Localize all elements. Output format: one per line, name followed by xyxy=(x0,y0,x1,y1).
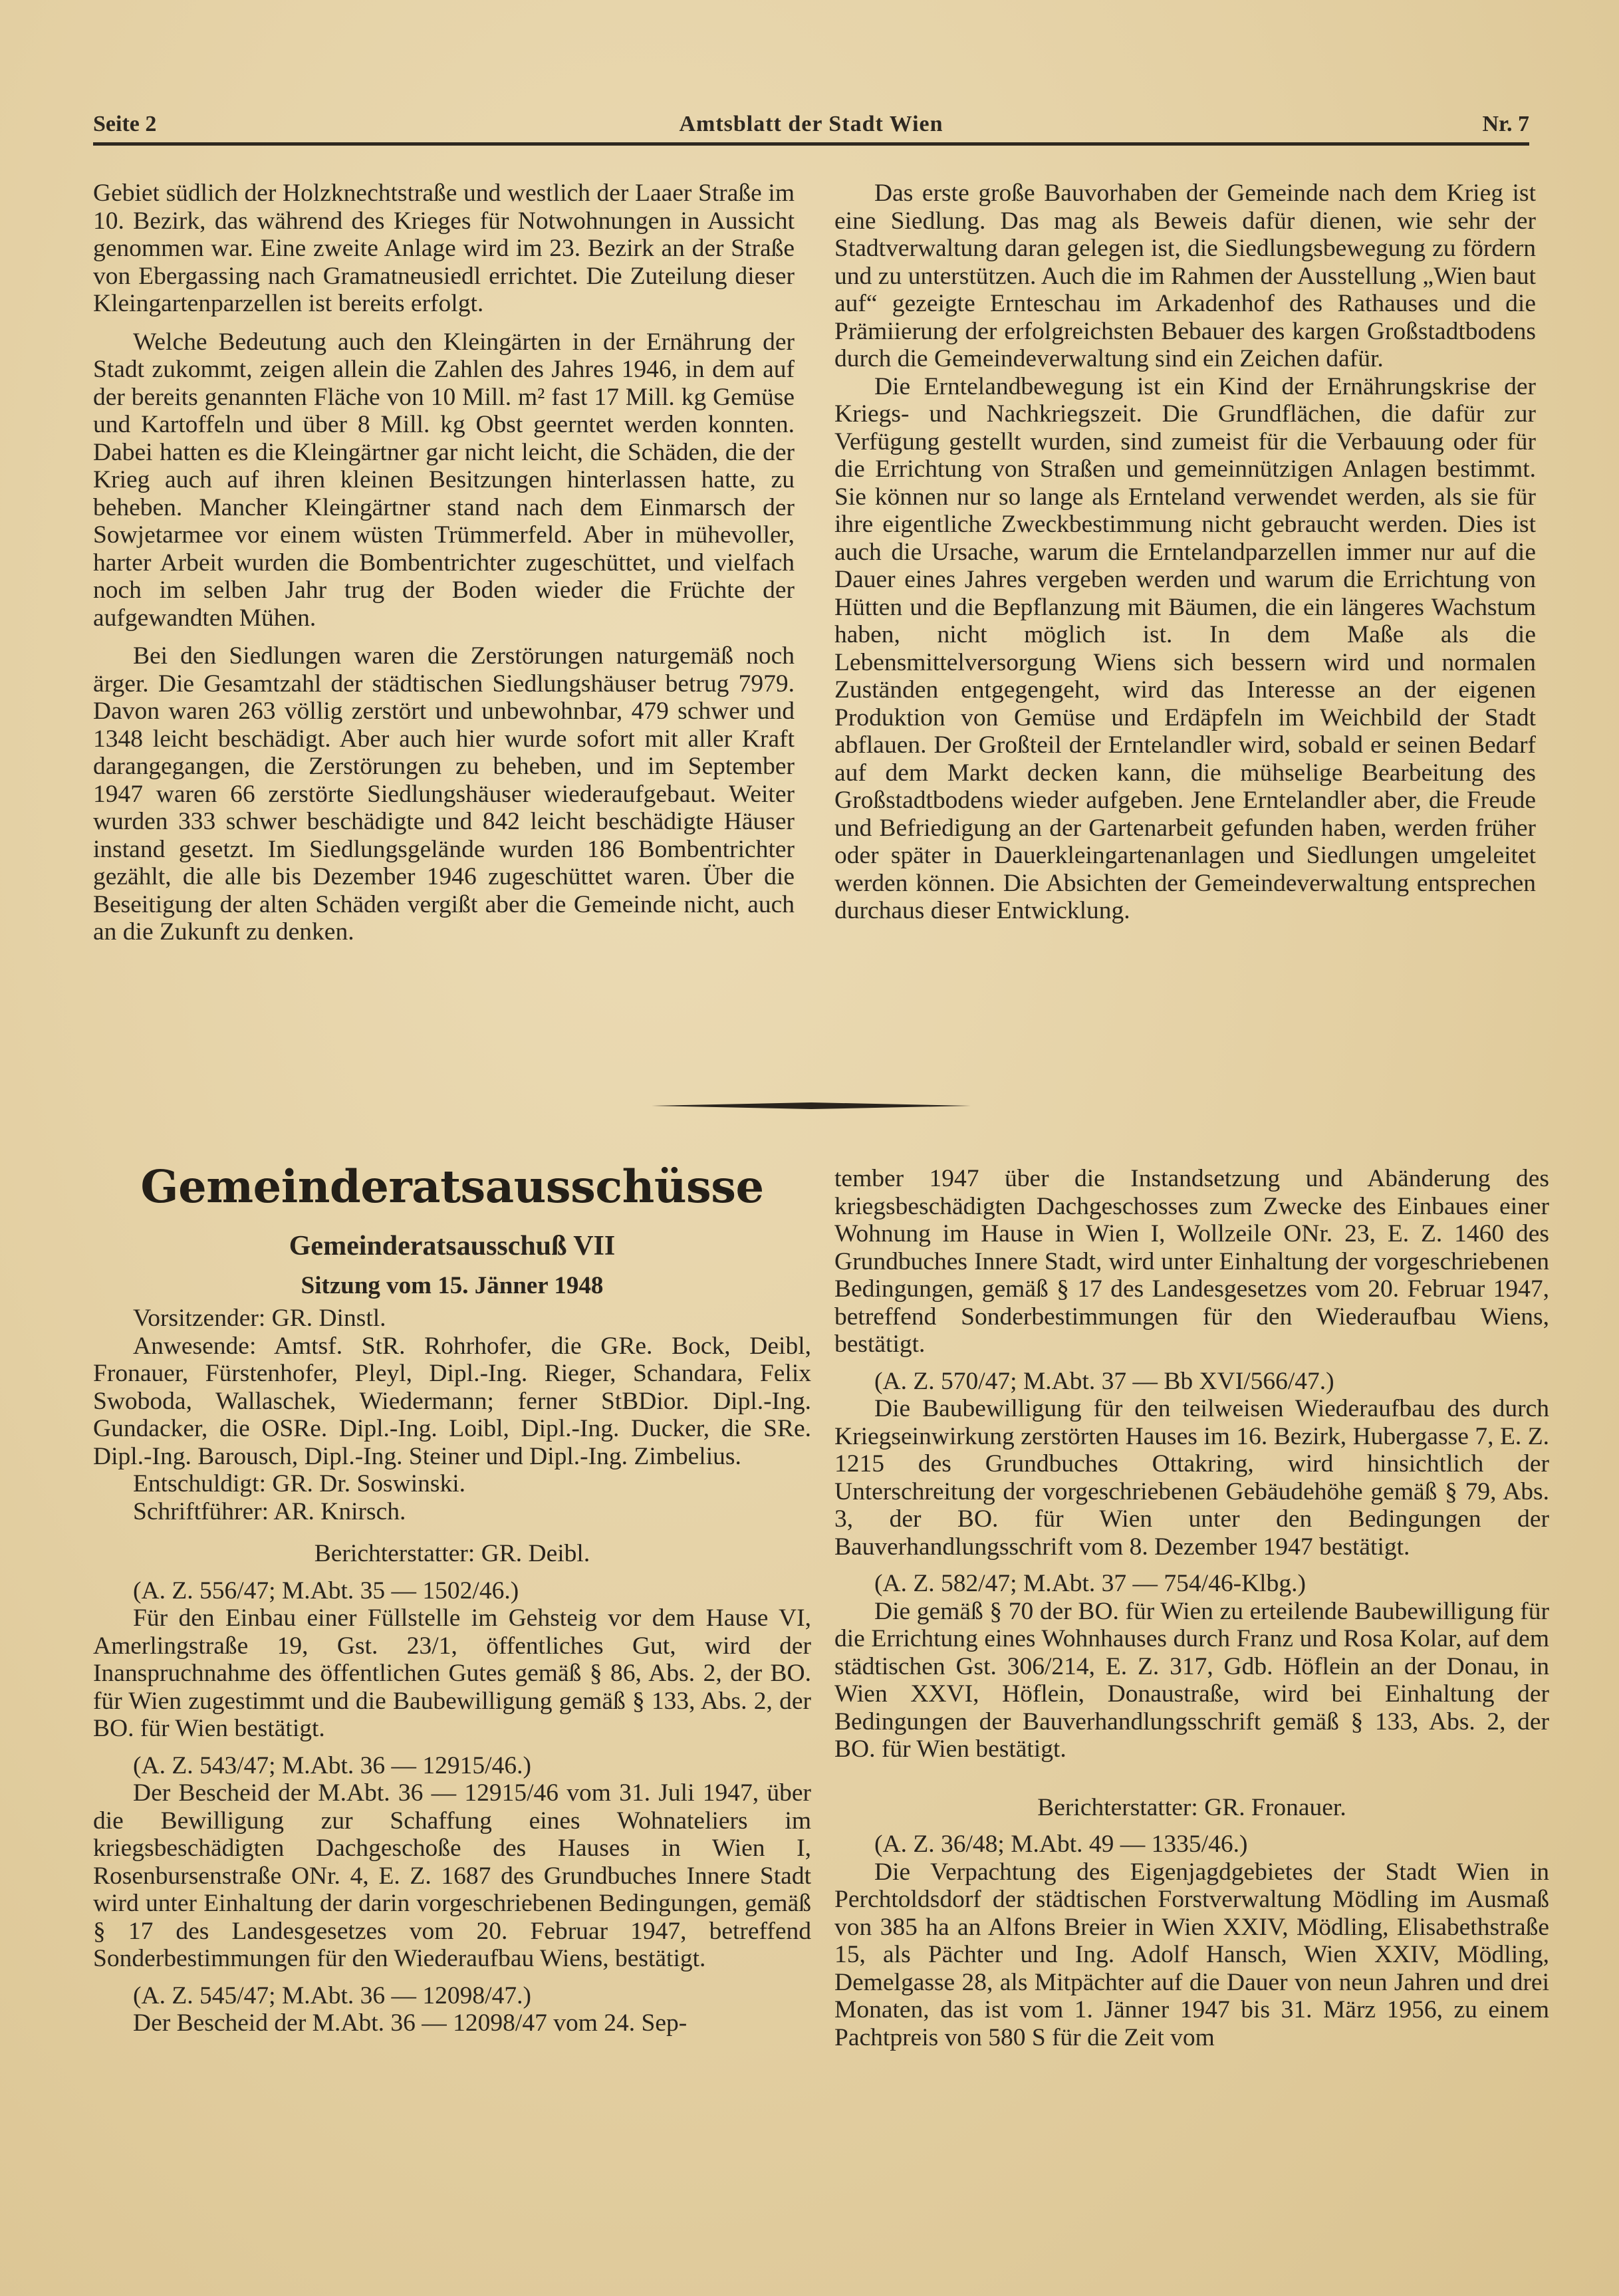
header-rule xyxy=(93,142,1529,146)
reference: (A. Z. 36/48; M.Abt. 49 — 1335/46.) xyxy=(874,1831,1248,1858)
committee-body xyxy=(93,1305,811,2037)
reference: (A. Z. 582/47; M.Abt. 37 — 754/46-Klbg.) xyxy=(874,1570,1306,1597)
resolution-text: Die gemäß § 70 der BO. für Wien zu erteilende Baubewilligung für die Errichtung eines Wohnhauses durch Franz und Rosa Kolar, auf dem städtischen Gst. 306/214, E. Z. 317, Gdb. Höflein an der Donau, in Wien XXVI, Höflein, Donaustraße, wird bei Einhaltung der Bedingungen der Bauverhandlungsschrift gemäß § 133, Abs. 2, der BO. für Wien bestätigt. xyxy=(834,1597,1549,1763)
section-divider xyxy=(652,1102,971,1110)
paragraph: Das erste große Bauvorhaben der Gemeinde nach dem Krieg ist eine Siedlung. Das mag als Beweis dafür dienen, wie sehr der Stadtverwaltung daran gelegen ist, die Siedlungsbewegung zu fördern und zu unterstützen. Auch die im Rahmen der Ausstellung „Wien baut auf“ gezeigte Ernteschau im Arkadenhof des Rathauses und die Prämiierung der erfolgreichsten Bebauer des kargen Großstadtbodens durch die Gemeindeverwaltung sind ein Zeichen dafür. xyxy=(834,180,1536,372)
article-column-right xyxy=(834,180,1536,925)
secretary: Schriftführer: AR. Knirsch. xyxy=(133,1497,406,1525)
page-number: Seite 2 xyxy=(93,112,157,136)
section-title: Gemeinderatsausschüsse xyxy=(140,1160,764,1213)
publication-title: Amtsblatt der Stadt Wien xyxy=(679,112,943,136)
paragraph: Gebiet südlich der Holzknechtstraße und westlich der Laaer Straße im 10. Bezirk, das während des Krieges für Notwohnungen in Aussicht genommen war. Eine zweite Anlage wird im 23. Bezirk an der Straße von Ebergassing nach Gramatneusiedl errichtet. Die Zuteilung dieser Kleingartenparzellen ist bereits erfolgt. xyxy=(93,180,795,317)
paragraph: Die Erntelandbewegung ist ein Kind der Ernährungskrise der Kriegs- und Nachkriegszeit. Die Grundflächen, die dafür zur Verfügung gestellt wurden, sind zumeist für die Verbauung oder für die Errichtung von Straßen und gemeinnützigen Anlagen bestimmt. Sie können nur so lange als Ernteland verwendet werden, als sie für ihre eigentliche Zweckbestimmung nicht gebraucht werden. Dies ist auch die Ursache, warum die Erntelandparzellen immer nur auf die Dauer eines Jahres vergeben werden und warum die Errichtung von Hütten und die Bepflanzung mit Bäumen, die ein längeres Wachstum haben, nicht möglich ist. In dem Maße als die Lebensmittelversorgung Wiens sich bessern wird und normalen Zuständen entgegengeht, wird das Interesse an der eigenen Produktion von Gemüse und Erdäpfeln im Weichbild der Stadt abflauen. Der Großteil der Erntelandler wird, sobald er seinen Bedarf auf dem Markt decken kann, die mühselige Bearbeitung des Großstadtbodens wieder aufgeben. Jene Erntelandler aber, die Freude und Befriedigung an der Gartenarbeit gefunden haben, werden früher oder später in Dauerkleingartenanlagen und Siedlungen umgeleitet werden können. Die Absichten der Gemeindeverwaltung entsprechen durchaus dieser Entwicklung. xyxy=(834,372,1536,924)
page-header xyxy=(93,106,1529,144)
rapporteur: Berichterstatter: GR. Fronauer. xyxy=(1037,1793,1346,1821)
committee-name: Gemeinderatsausschuß VII xyxy=(289,1231,616,1261)
attendees: Anwesende: Amtsf. StR. Rohrhofer, die GRe. Bock, Deibl, Fronauer, Fürstenhofer, Pleyl, Dipl.-Ing. Rieger, Schandara, Felix Swoboda, Wallaschek, Wiedermann; ferner StBDior. Dipl.-Ing. Gundacker, die OSRe. Dipl.-Ing. Loibl, Dipl.-Ing. Ducker, die SRe. Dipl.-Ing. Barousch, Dipl.-Ing. Steiner und Dipl.-Ing. Zimbelius. xyxy=(93,1332,811,1470)
excused: Entschuldigt: GR. Dr. Soswinski. xyxy=(133,1470,466,1497)
reference: (A. Z. 545/47; M.Abt. 36 — 12098/47.) xyxy=(133,1981,531,2009)
reference: (A. Z. 570/47; M.Abt. 37 — Bb XVI/566/47.) xyxy=(874,1367,1334,1395)
committee-section xyxy=(93,1157,811,2037)
committee-section-continued xyxy=(834,1165,1549,2051)
rapporteur: Berichterstatter: GR. Deibl. xyxy=(314,1540,590,1567)
session-date: Sitzung vom 15. Jänner 1948 xyxy=(301,1272,604,1299)
resolution-text: Der Bescheid der M.Abt. 36 — 12098/47 vom 24. Sep- xyxy=(133,2009,687,2037)
resolution-text: Der Bescheid der M.Abt. 36 — 12915/46 vom 31. Juli 1947, über die Bewilligung zur Schaffung eines Wohnateliers im kriegsbeschädigten Dachgeschoße des Hauses in Wien I, Rosenbursenstraße ONr. 4, E. Z. 1687 des Grundbuches Innere Stadt wird unter Einhaltung der darin vorgeschriebenen Bedingungen, gemäß § 17 des Landesgesetzes vom 20. Februar 1947, betreffend Sonderbestimmungen für den Wiederaufbau Wiens, bestätigt. xyxy=(93,1779,811,1972)
issue-number: Nr. 7 xyxy=(1482,112,1529,136)
chair: Vorsitzender: GR. Dinstl. xyxy=(133,1305,386,1332)
paragraph: Bei den Siedlungen waren die Zerstörungen naturgemäß noch ärger. Die Gesamtzahl der städtischen Siedlungshäuser betrug 7979. Davon waren 263 völlig zerstört und unbewohnbar, 479 schwer und 1348 leicht beschädigt. Aber auch hier wurde sofort mit aller Kraft darangegangen, die Zerstörungen zu beheben, und im September 1947 waren 66 zerstörte Siedlungshäuser wiederaufgebaut. Weiter wurden 333 schwer beschädigte und 842 leicht beschädigte Häuser instand gesetzt. Im Siedlungsgelände wurden 186 Bombentrichter gezählt, die alle bis Dezember 1946 zugeschüttet waren. Über die Beseitigung der alten Schäden vergißt aber die Gemeinde nicht, auch an die Zukunft zu denken. xyxy=(93,642,795,946)
resolution-text: Die Verpachtung des Eigenjagdgebietes der Stadt Wien in Perchtoldsdorf der städtischen Forstverwaltung Mödling im Ausmaß von 385 ha an Alfons Breier in Wien XXIV, Mödling, Elisabethstraße 15, als Pächter und Ing. Adolf Hansch, Wien XXIV, Mödling, Demelgasse 28, als Mitpächter auf die Dauer von neun Jahren und drei Monaten, das ist vom 1. Jänner 1947 bis 31. März 1956, zu einem Pachtpreis von 580 S für die Zeit vom xyxy=(834,1858,1549,2051)
paragraph: Welche Bedeutung auch den Kleingärten in der Ernährung der Stadt zukommt, zeigen allein die Zahlen des Jahres 1946, in dem auf der bereits genannten Fläche von 10 Mill. m² fast 17 Mill. kg Gemüse und Kartoffeln und über 8 Mill. kg Obst geerntet werden konnten. Dabei hatten es die Kleingärtner gar nicht leicht, die Schäden, die der Krieg auch auf ihren kleinen Besitzungen hinterlassen hatte, zu beheben. Mancher Kleingärtner stand nach dem Einmarsch der Sowjetarmee vor einem wüsten Trümmerfeld. Aber in mühevoller, harter Arbeit wurden die Bombentrichter zugeschüttet, und vielfach noch im selben Jahr trug der Boden wieder die Früchte der aufgewandten Mühen. xyxy=(93,328,795,632)
reference: (A. Z. 556/47; M.Abt. 35 — 1502/46.) xyxy=(133,1577,519,1604)
article-column-left xyxy=(93,180,795,946)
resolution-text: tember 1947 über die Instandsetzung und Abänderung des kriegsbeschädigten Dachgeschosses zum Zwecke des Einbaues einer Wohnung im Hause in Wien I, Wollzeile ONr. 23, E. Z. 1460 des Grundbuches Innere Stadt, wird unter Einhaltung der vorgeschriebenen Bedingungen, gemäß § 17 des Landesgesetzes vom 20. Februar 1947, betreffend Sonderbestimmungen für den Wiederaufbau Wiens, bestätigt. xyxy=(834,1165,1549,1358)
resolution-text: Für den Einbau einer Füllstelle im Gehsteig vor dem Hause VI, Amerlingstraße 19, Gst. 23/1, öffentliches Gut, wird der Inanspruchnahme des öffentlichen Gutes gemäß § 86, Abs. 2, der BO. für Wien zugestimmt und die Baubewilligung gemäß § 133, Abs. 2, der BO. für Wien bestätigt. xyxy=(93,1604,811,1742)
resolution-text: Die Baubewilligung für den teilweisen Wiederaufbau des durch Kriegseinwirkung zerstörten Hauses im 16. Bezirk, Hubergasse 7, E. Z. 1215 des Grundbuches Ottakring, wird hinsichtlich der Unterschreitung der vorgeschriebenen Gebäudehöhe gemäß § 79, Abs. 3, der BO. für Wien unter den Bedingungen der Bauverhandlungsschrift vom 8. Dezember 1947 bestätigt. xyxy=(834,1395,1549,1561)
reference: (A. Z. 543/47; M.Abt. 36 — 12915/46.) xyxy=(133,1751,531,1779)
